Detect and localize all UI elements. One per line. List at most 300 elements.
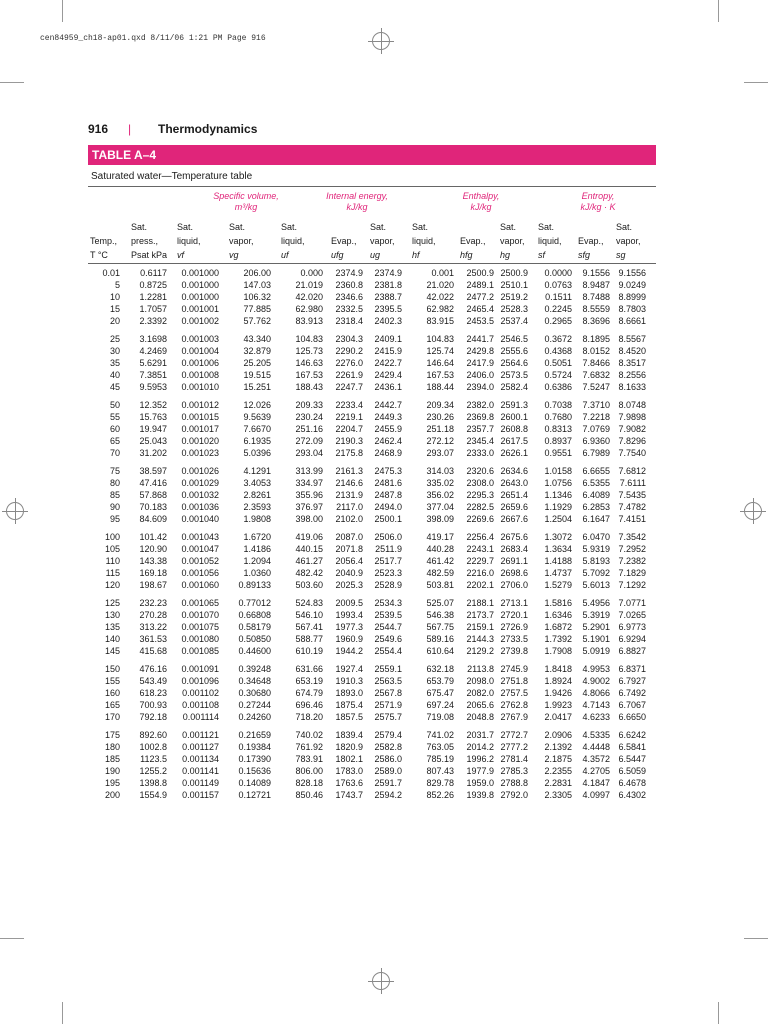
- table-cell: 6.9773: [618, 622, 646, 632]
- table-cell: 361.53: [139, 634, 167, 644]
- table-cell: 43.340: [243, 334, 271, 344]
- table-cell: 7.9898: [618, 412, 646, 422]
- table-cell: 2173.7: [466, 610, 494, 620]
- table-cell: 101.42: [139, 532, 167, 542]
- table-cell: 700.93: [139, 700, 167, 710]
- table-cell: 419.17: [426, 532, 454, 542]
- table-cell: 1939.8: [466, 790, 494, 800]
- table-cell: 2777.2: [500, 742, 528, 752]
- table-cell: 653.19: [295, 676, 323, 686]
- table-cell: 8.1895: [582, 334, 610, 344]
- table-cell: 7.5435: [618, 490, 646, 500]
- table-cell: 2.0417: [544, 712, 572, 722]
- table-cell: 2056.4: [335, 556, 363, 566]
- row-temperature: 165: [104, 700, 120, 710]
- table-cell: 5.7092: [582, 568, 610, 578]
- table-cell: 763.05: [426, 742, 454, 752]
- row-temperature: 10: [109, 292, 120, 302]
- column-group-header: [436, 191, 526, 213]
- table-cell: 8.3696: [582, 316, 610, 326]
- table-cell: 272.12: [426, 436, 454, 446]
- table-cell: 2477.2: [466, 292, 494, 302]
- table-cell: 785.19: [426, 754, 454, 764]
- table-cell: 1.0756: [544, 478, 572, 488]
- table-cell: 482.42: [295, 568, 323, 578]
- table-cell: 2720.1: [500, 610, 528, 620]
- table-cell: 6.4678: [618, 778, 646, 788]
- table-cell: 2468.9: [374, 448, 402, 458]
- table-cell: 167.53: [426, 370, 454, 380]
- table-cell: 2573.5: [500, 370, 528, 380]
- row-temperature: 160: [104, 688, 120, 698]
- book-title: Thermodynamics: [158, 122, 258, 136]
- table-cell: 5.6291: [139, 358, 167, 368]
- table-cell: 5.6013: [582, 580, 610, 590]
- table-cell: 2559.1: [374, 664, 402, 674]
- table-cell: 1763.6: [335, 778, 363, 788]
- row-temperature: 5: [114, 280, 120, 290]
- table-cell: 0.14089: [238, 778, 271, 788]
- table-cell: 7.3851: [139, 370, 167, 380]
- table-cell: 3.4053: [243, 478, 271, 488]
- column-header-symbol: sf: [538, 250, 546, 260]
- column-header-line1: [90, 220, 130, 234]
- table-cell: 1.6720: [243, 532, 271, 542]
- table-cell: 38.597: [139, 466, 167, 476]
- row-temperature: 180: [104, 742, 120, 752]
- table-cell: 2683.4: [500, 544, 528, 554]
- table-cell: 1910.3: [335, 676, 363, 686]
- table-cell: 1857.5: [335, 712, 363, 722]
- table-cell: 2098.0: [466, 676, 494, 686]
- table-cell: 167.53: [295, 370, 323, 380]
- table-cell: 2659.6: [500, 502, 528, 512]
- table-cell: 2031.7: [466, 730, 494, 740]
- row-temperature: 135: [104, 622, 120, 632]
- row-temperature: 40: [109, 370, 120, 380]
- table-cell: 2144.3: [466, 634, 494, 644]
- table-cell: 188.44: [426, 382, 454, 392]
- table-cell: 0.001102: [182, 688, 219, 698]
- table-cell: 4.8066: [582, 688, 610, 698]
- row-temperature: 100: [104, 532, 120, 542]
- table-cell: 503.60: [295, 580, 323, 590]
- table-cell: 1.4737: [544, 568, 572, 578]
- column-header-symbol: sfg: [578, 250, 591, 260]
- table-cell: 251.18: [426, 424, 454, 434]
- table-cell: 7.3542: [618, 532, 646, 542]
- table-cell: 2346.6: [335, 292, 363, 302]
- table-cell: 6.7989: [582, 448, 610, 458]
- column-group-unit: kJ/kg · K: [580, 202, 616, 212]
- table-cell: 0.001096: [181, 676, 219, 686]
- table-cell: 0.89133: [238, 580, 271, 590]
- table-cell: 828.18: [295, 778, 323, 788]
- row-temperature: 60: [109, 424, 120, 434]
- table-cell: 2290.2: [335, 346, 363, 356]
- table-cell: 440.28: [426, 544, 454, 554]
- table-cell: 2.2831: [544, 778, 572, 788]
- table-cell: 2579.4: [374, 730, 402, 740]
- table-cell: 2772.7: [500, 730, 528, 740]
- table-cell: 2.2355: [544, 766, 572, 776]
- table-cell: 740.02: [295, 730, 323, 740]
- table-cell: 42.020: [295, 292, 323, 302]
- table-cell: 653.79: [426, 676, 454, 686]
- table-cell: 1.4186: [243, 544, 271, 554]
- column-header-line2: Evap.,: [460, 236, 486, 246]
- table-cell: 7.1292: [618, 580, 646, 590]
- table-cell: 143.38: [139, 556, 167, 566]
- table-cell: 0.001002: [181, 316, 219, 326]
- table-cell: 1960.9: [335, 634, 363, 644]
- table-cell: 0.4368: [544, 346, 572, 356]
- table-cell: 1.2504: [544, 514, 572, 524]
- table-cell: 0.001127: [182, 742, 219, 752]
- table-cell: 7.1829: [618, 568, 646, 578]
- table-cell: 398.09: [426, 514, 454, 524]
- table-cell: 2102.0: [335, 514, 363, 524]
- table-cell: 0.44600: [238, 646, 271, 656]
- table-cell: 461.27: [295, 556, 323, 566]
- table-cell: 7.6812: [618, 466, 646, 476]
- table-cell: 1.9808: [243, 514, 271, 524]
- table-cell: 0.001020: [181, 436, 219, 446]
- table-cell: 7.0265: [618, 610, 646, 620]
- table-cell: 2256.4: [466, 532, 494, 542]
- table-cell: 546.38: [426, 610, 454, 620]
- table-cell: 2600.1: [500, 412, 528, 422]
- column-header-line2: vapor,: [616, 236, 641, 246]
- table-cell: 0.8937: [544, 436, 572, 446]
- table-cell: 2202.1: [466, 580, 494, 590]
- table-cell: 0.001000: [181, 268, 219, 278]
- table-cell: 2.0906: [544, 730, 572, 740]
- row-temperature: 110: [105, 556, 120, 566]
- table-cell: 674.79: [295, 688, 323, 698]
- table-cell: 0.001000: [181, 292, 219, 302]
- column-group-unit: kJ/kg: [346, 202, 368, 212]
- column-group-name: Internal energy,: [326, 191, 388, 201]
- table-cell: 588.77: [295, 634, 323, 644]
- table-cell: 2009.5: [335, 598, 363, 608]
- table-cell: 146.64: [426, 358, 454, 368]
- table-cell: 0.8725: [139, 280, 167, 290]
- table-cell: 5.0919: [582, 646, 610, 656]
- column-group-name: Enthalpy,: [462, 191, 500, 201]
- table-cell: 2465.4: [466, 304, 494, 314]
- table-caption: Saturated water—Temperature table: [91, 171, 253, 182]
- table-cell: 2345.4: [466, 436, 494, 446]
- table-cell: 0.001134: [182, 754, 219, 764]
- table-cell: 5.8193: [582, 556, 610, 566]
- table-cell: 2025.3: [335, 580, 363, 590]
- table-cell: 2188.1: [466, 598, 494, 608]
- row-temperature: 70: [109, 448, 120, 458]
- row-temperature: 150: [104, 664, 120, 674]
- column-header-line2: liquid,: [177, 236, 201, 246]
- table-cell: 0.001000: [181, 280, 219, 290]
- column-group-name: Entropy,: [581, 191, 615, 201]
- table-cell: 525.07: [426, 598, 454, 608]
- column-header-line1: Sat.: [131, 222, 148, 232]
- table-cell: 2455.9: [374, 424, 402, 434]
- table-cell: 7.6832: [582, 370, 610, 380]
- table-cell: 2549.6: [374, 634, 402, 644]
- table-cell: 6.7492: [618, 688, 646, 698]
- table-cell: 696.46: [295, 700, 323, 710]
- table-cell: 4.7143: [582, 700, 610, 710]
- column-group-unit: m³/kg: [234, 202, 258, 212]
- table-cell: 719.08: [426, 712, 454, 722]
- table-cell: 8.9487: [582, 280, 610, 290]
- table-cell: 106.32: [243, 292, 271, 302]
- row-temperature: 170: [104, 712, 120, 722]
- table-cell: 610.64: [426, 646, 454, 656]
- table-cell: 2332.5: [335, 304, 363, 314]
- table-cell: 7.2952: [618, 544, 646, 554]
- table-cell: 0.001004: [181, 346, 219, 356]
- table-cell: 440.15: [295, 544, 323, 554]
- table-cell: 783.91: [295, 754, 323, 764]
- table-cell: 1.6346: [544, 610, 572, 620]
- table-cell: 2276.0: [335, 358, 363, 368]
- table-cell: 419.06: [295, 532, 323, 542]
- table-cell: 2767.9: [500, 712, 528, 722]
- table-cell: 0.34648: [238, 676, 271, 686]
- table-cell: 8.4520: [618, 346, 646, 356]
- table-cell: 5.0396: [243, 448, 271, 458]
- table-cell: 4.3572: [582, 754, 610, 764]
- row-temperature: 55: [109, 412, 120, 422]
- column-header-symbol: hfg: [460, 250, 473, 260]
- table-cell: 0.0763: [544, 280, 572, 290]
- table-cell: 2388.7: [374, 292, 402, 302]
- table-cell: 2500.9: [500, 268, 528, 278]
- table-cell: 8.5559: [582, 304, 610, 314]
- table-cell: 2436.1: [374, 382, 402, 392]
- table-cell: 6.2853: [582, 502, 610, 512]
- table-cell: 2643.0: [500, 478, 528, 488]
- table-cell: 2487.8: [374, 490, 402, 500]
- table-cell: 7.9082: [618, 424, 646, 434]
- table-cell: 2554.4: [374, 646, 402, 656]
- table-cell: 1820.9: [335, 742, 363, 752]
- table-cell: 0.1511: [545, 292, 572, 302]
- column-header: [229, 220, 279, 262]
- table-cell: 546.10: [295, 610, 323, 620]
- table-cell: 7.2218: [582, 412, 610, 422]
- table-cell: 0.001029: [181, 478, 219, 488]
- table-cell: 829.78: [426, 778, 454, 788]
- row-temperature: 125: [104, 598, 120, 608]
- table-cell: 2706.0: [500, 580, 528, 590]
- table-cell: 2589.0: [374, 766, 402, 776]
- table-cell: 0.30680: [238, 688, 271, 698]
- table-cell: 632.18: [426, 664, 454, 674]
- table-cell: 741.02: [426, 730, 454, 740]
- crop-mark: [718, 0, 719, 22]
- table-cell: 1.3072: [544, 532, 572, 542]
- row-temperature: 85: [109, 490, 120, 500]
- table-cell: 7.0769: [582, 424, 610, 434]
- row-temperature: 65: [109, 436, 120, 446]
- table-cell: 2082.0: [466, 688, 494, 698]
- table-cell: 2500.9: [466, 268, 494, 278]
- table-cell: 1.1346: [544, 490, 572, 500]
- table-cell: 2567.8: [374, 688, 402, 698]
- table-cell: 1996.2: [466, 754, 494, 764]
- table-cell: 0.19384: [238, 742, 271, 752]
- column-header-line2: liquid,: [538, 236, 562, 246]
- table-cell: 1.8924: [544, 676, 572, 686]
- table-cell: 1.3634: [544, 544, 572, 554]
- table-cell: 524.83: [295, 598, 323, 608]
- table-cell: 0.39248: [238, 664, 271, 674]
- table-cell: 188.43: [295, 382, 323, 392]
- table-cell: 1002.8: [139, 742, 167, 752]
- table-cell: 0.6386: [544, 382, 572, 392]
- table-cell: 8.0748: [618, 400, 646, 410]
- table-cell: 2409.1: [374, 334, 402, 344]
- row-temperature: 130: [104, 610, 120, 620]
- table-cell: 415.68: [139, 646, 167, 656]
- row-temperature: 195: [104, 778, 120, 788]
- table-label-bar: [88, 145, 656, 165]
- table-cell: 7.2382: [618, 556, 646, 566]
- table-cell: 5.9319: [582, 544, 610, 554]
- table-cell: 4.4448: [582, 742, 610, 752]
- table-cell: 0.001085: [181, 646, 219, 656]
- table-cell: 1.9923: [544, 700, 572, 710]
- column-header-line1: Sat.: [616, 222, 633, 232]
- table-cell: 2282.5: [466, 502, 494, 512]
- table-cell: 8.8999: [618, 292, 646, 302]
- table-cell: 62.980: [295, 304, 323, 314]
- table-cell: 2462.4: [374, 436, 402, 446]
- crop-mark: [744, 82, 768, 83]
- table-cell: 2441.7: [466, 334, 494, 344]
- table-cell: 2726.9: [500, 622, 528, 632]
- table-cell: 4.2705: [582, 766, 610, 776]
- table-cell: 2442.7: [374, 400, 402, 410]
- table-cell: 482.59: [426, 568, 454, 578]
- table-cell: 0.58179: [238, 622, 271, 632]
- column-header-line2: vapor,: [500, 236, 525, 246]
- running-head-separator: |: [128, 122, 132, 136]
- table-cell: 2406.0: [466, 370, 494, 380]
- table-cell: 2792.0: [500, 790, 528, 800]
- table-cell: 2481.6: [374, 478, 402, 488]
- table-cell: 2555.6: [500, 346, 528, 356]
- table-cell: 2417.9: [466, 358, 494, 368]
- row-temperature: 75: [109, 466, 120, 476]
- table-cell: 7.6670: [243, 424, 271, 434]
- table-cell: 2785.3: [500, 766, 528, 776]
- table-cell: 6.6650: [618, 712, 646, 722]
- table-cell: 2571.9: [374, 700, 402, 710]
- table-cell: 807.43: [426, 766, 454, 776]
- table-cell: 8.2556: [618, 370, 646, 380]
- table-cell: 2517.7: [374, 556, 402, 566]
- table-cell: 6.6242: [618, 730, 646, 740]
- column-group-name: Specific volume,: [213, 191, 279, 201]
- table-cell: 0.6117: [140, 268, 167, 278]
- table-cell: 356.02: [426, 490, 454, 500]
- column-header-line1: Sat.: [500, 222, 517, 232]
- table-cell: 2087.0: [335, 532, 363, 542]
- table-cell: 209.33: [295, 400, 323, 410]
- column-header-line1: Sat.: [177, 222, 194, 232]
- column-header-symbol: Psat kPa: [131, 250, 168, 260]
- table-cell: 6.6655: [582, 466, 610, 476]
- table-cell: 84.609: [139, 514, 167, 524]
- table-cell: 9.1556: [618, 268, 646, 278]
- table-cell: 230.24: [295, 412, 323, 422]
- table-cell: 12.026: [243, 400, 271, 410]
- table-cell: 2161.3: [335, 466, 363, 476]
- crop-mark: [718, 1002, 719, 1024]
- table-cell: 1.5816: [544, 598, 572, 608]
- table-cell: 6.7067: [618, 700, 646, 710]
- column-header-symbol: hg: [500, 250, 511, 260]
- table-cell: 1123.5: [140, 754, 167, 764]
- table-cell: 4.1847: [582, 778, 610, 788]
- table-cell: 8.6661: [618, 316, 646, 326]
- table-cell: 618.23: [139, 688, 167, 698]
- table-cell: 7.8466: [582, 358, 610, 368]
- table-cell: 9.0249: [618, 280, 646, 290]
- table-cell: 2534.3: [374, 598, 402, 608]
- table-cell: 2269.6: [466, 514, 494, 524]
- table-cell: 0.001017: [181, 424, 219, 434]
- table-cell: 146.63: [295, 358, 323, 368]
- table-cell: 0.001070: [181, 610, 219, 620]
- table-cell: 313.22: [139, 622, 167, 632]
- table-cell: 0.17390: [238, 754, 271, 764]
- table-cell: 5.3919: [582, 610, 610, 620]
- column-header-line1: Sat.: [370, 222, 387, 232]
- table-cell: 892.60: [139, 730, 167, 740]
- table-cell: 1.0158: [544, 466, 572, 476]
- table-cell: 1.0360: [243, 568, 271, 578]
- column-header-symbol: uf: [281, 250, 289, 260]
- column-header-symbol: ug: [370, 250, 381, 260]
- table-cell: 2219.1: [335, 412, 363, 422]
- table-cell: 0.001080: [181, 634, 219, 644]
- table-cell: 2204.7: [335, 424, 363, 434]
- row-temperature: 145: [104, 646, 120, 656]
- table-cell: 0.5051: [544, 358, 572, 368]
- table-cell: 1977.9: [466, 766, 494, 776]
- column-header-line2: vapor,: [370, 236, 395, 246]
- table-cell: 0.001023: [181, 448, 219, 458]
- table-cell: 0.2245: [544, 304, 572, 314]
- table-cell: 293.04: [295, 448, 323, 458]
- table-cell: 806.00: [295, 766, 323, 776]
- table-cell: 335.02: [426, 478, 454, 488]
- table-cell: 2537.4: [500, 316, 528, 326]
- table-cell: 2519.2: [500, 292, 528, 302]
- table-cell: 1554.9: [139, 790, 167, 800]
- table-cell: 0.001040: [181, 514, 219, 524]
- table-cell: 1.2094: [243, 556, 271, 566]
- table-cell: 2582.4: [500, 382, 528, 392]
- table-cell: 2564.6: [500, 358, 528, 368]
- column-header-symbol: ufg: [331, 250, 344, 260]
- page-number: 916: [88, 122, 109, 136]
- table-cell: 0.12721: [238, 790, 271, 800]
